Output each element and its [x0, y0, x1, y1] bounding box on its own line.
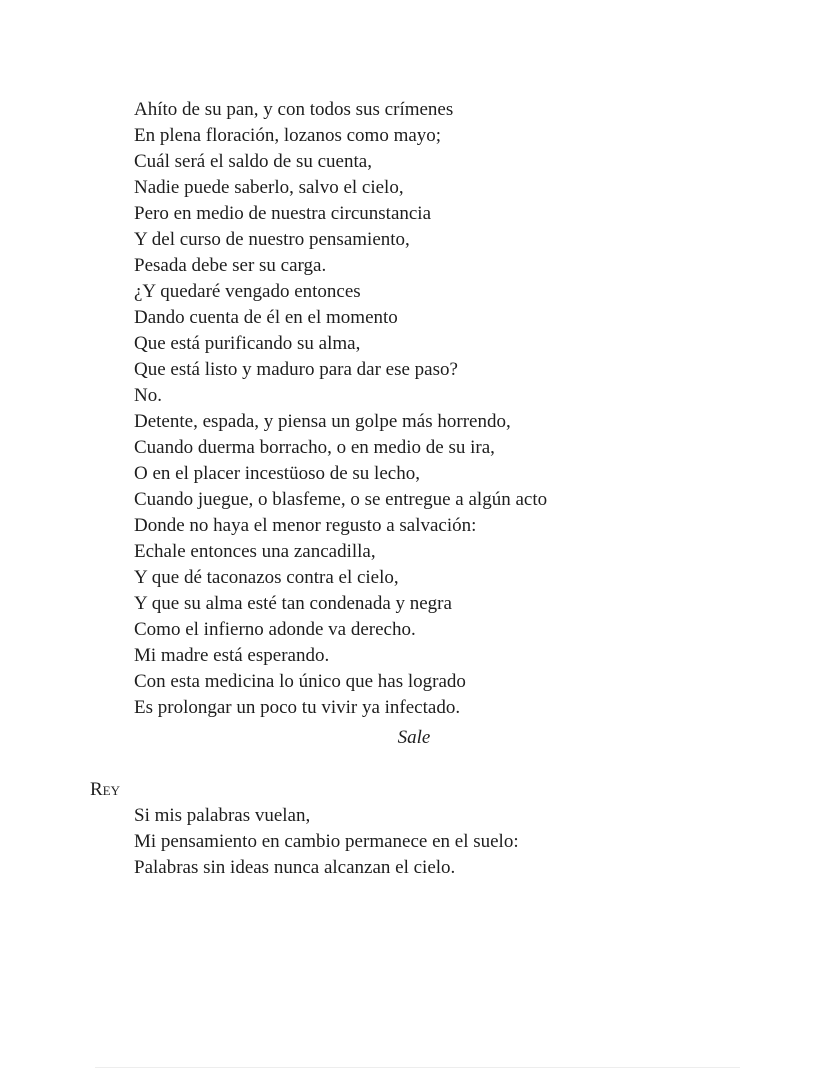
- verse-line: No.: [134, 385, 162, 406]
- verse-line: Detente, espada, y piensa un golpe más horrendo,: [134, 411, 511, 432]
- stage-direction: Sale: [397, 727, 431, 748]
- verse-line: Que está purificando su alma,: [134, 333, 361, 354]
- king-speech-lines: [134, 803, 788, 881]
- verse-line: O en el placer incestüoso de su lecho,: [134, 463, 420, 484]
- page-edge-line: [95, 1067, 740, 1068]
- verse-line: Y que dé taconazos contra el cielo,: [134, 567, 399, 588]
- verse-line: Pero en medio de nuestra circunstancia: [134, 203, 432, 224]
- verse-line: Donde no haya el menor regusto a salvación:: [134, 515, 477, 536]
- verse-line: Mi pensamiento en cambio permanece en el suelo:: [134, 831, 519, 852]
- verse-line: Mi madre está esperando.: [134, 645, 330, 666]
- verse-line: Cuál será el saldo de su cuenta,: [134, 151, 372, 172]
- verse-line: Ahíto de su pan, y con todos sus crímenes: [134, 99, 454, 120]
- verse-line: Que está listo y maduro para dar ese paso?: [134, 359, 458, 380]
- verse-line: Palabras sin ideas nunca alcanzan el cielo.: [134, 857, 456, 878]
- verse-line: Y del curso de nuestro pensamiento,: [134, 229, 410, 250]
- verse-line: Con esta medicina lo único que has logrado: [134, 671, 466, 692]
- king-speech-block: [90, 777, 788, 881]
- verse-line: Cuando juegue, o blasfeme, o se entregue a algún acto: [134, 489, 548, 510]
- verse-line: Echale entonces una zancadilla,: [134, 541, 376, 562]
- verse-line: Nadie puede saberlo, salvo el cielo,: [134, 177, 404, 198]
- speaker-label: Rey: [90, 779, 121, 800]
- verse-line: Dando cuenta de él en el momento: [134, 307, 398, 328]
- verse-line: Es prolongar un poco tu vivir ya infectado.: [134, 697, 461, 718]
- verse-line: Cuando duerma borracho, o en medio de su ira,: [134, 437, 495, 458]
- verse-line: Pesada debe ser su carga.: [134, 255, 327, 276]
- verse-line: ¿Y quedaré vengado entonces: [134, 281, 361, 302]
- verse-line: En plena floración, lozanos como mayo;: [134, 125, 442, 146]
- verse-line: Si mis palabras vuelan,: [134, 805, 311, 826]
- verse-line: Como el infierno adonde va derecho.: [134, 619, 416, 640]
- verse-line: Y que su alma esté tan condenada y negra: [134, 593, 452, 614]
- hamlet-speech-block: [134, 97, 788, 721]
